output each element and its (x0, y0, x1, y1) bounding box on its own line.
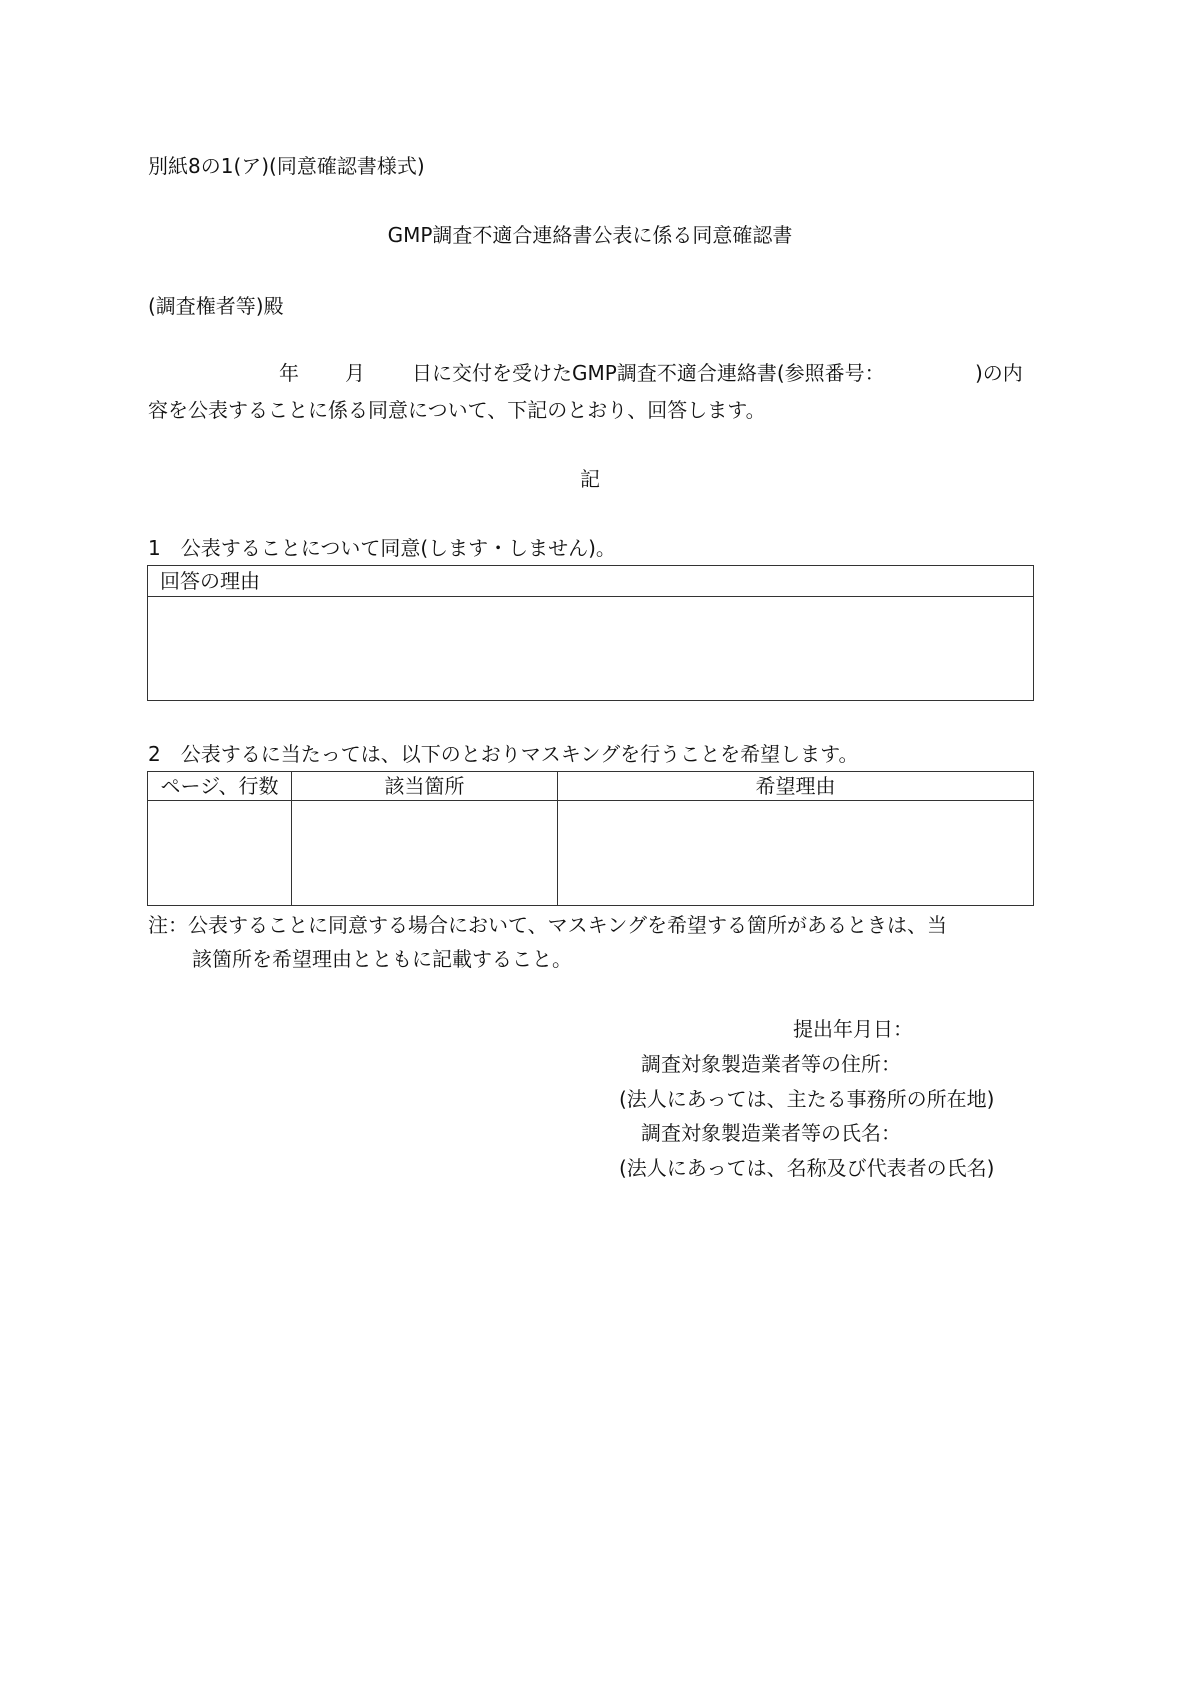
reason-input-area[interactable] (148, 597, 1033, 700)
close-text: )の内 (975, 361, 1023, 385)
month-label: 月 (345, 361, 365, 385)
note-line-2: 該箇所を希望理由とともに記載すること。 (192, 947, 572, 971)
cell-location[interactable] (292, 801, 557, 905)
form-label: 別紙8の1(ア)(同意確認書様式) (148, 154, 425, 178)
manufacturer-name-note: (法人にあっては、名称及び代表者の氏名) (619, 1156, 995, 1180)
column-header-location: 該当箇所 (384, 774, 465, 798)
note-line-1: 注：公表することに同意する場合において、マスキングを希望する箇所があるときは、当 (148, 913, 947, 937)
reason-header: 回答の理由 (160, 569, 260, 593)
item-1-text: 1 公表することについて同意(します・しません)。 (148, 536, 616, 560)
intro-line-1 (148, 363, 1032, 385)
intro-line-2: 容を公表することに係る同意について、下記のとおり、回答します。 (148, 398, 766, 422)
column-header-reason: 希望理由 (755, 774, 836, 798)
column-header-page-line: ページ、行数 (160, 774, 279, 798)
manufacturer-address-label: 調査対象製造業者等の住所： (641, 1052, 901, 1076)
document-title: GMP調査不適合連絡書公表に係る同意確認書 (387, 223, 793, 247)
day-text: 日に交付を受けたGMP調査不適合連絡書(参照番号： (412, 361, 885, 385)
item-2-text: 2 公表するに当たっては、以下のとおりマスキングを行うことを希望します。 (148, 742, 859, 766)
year-label: 年 (279, 361, 299, 385)
submission-date-label: 提出年月日： (793, 1017, 913, 1041)
manufacturer-name-label: 調査対象製造業者等の氏名： (641, 1121, 901, 1145)
reason-box (147, 565, 1034, 701)
addressee: (調査権者等)殿 (148, 294, 284, 318)
cell-page-line[interactable] (148, 801, 291, 905)
cell-reason[interactable] (558, 801, 1033, 905)
manufacturer-address-note: (法人にあっては、主たる事務所の所在地) (619, 1087, 995, 1111)
ki-heading: 記 (580, 467, 600, 491)
masking-table (147, 771, 1034, 906)
